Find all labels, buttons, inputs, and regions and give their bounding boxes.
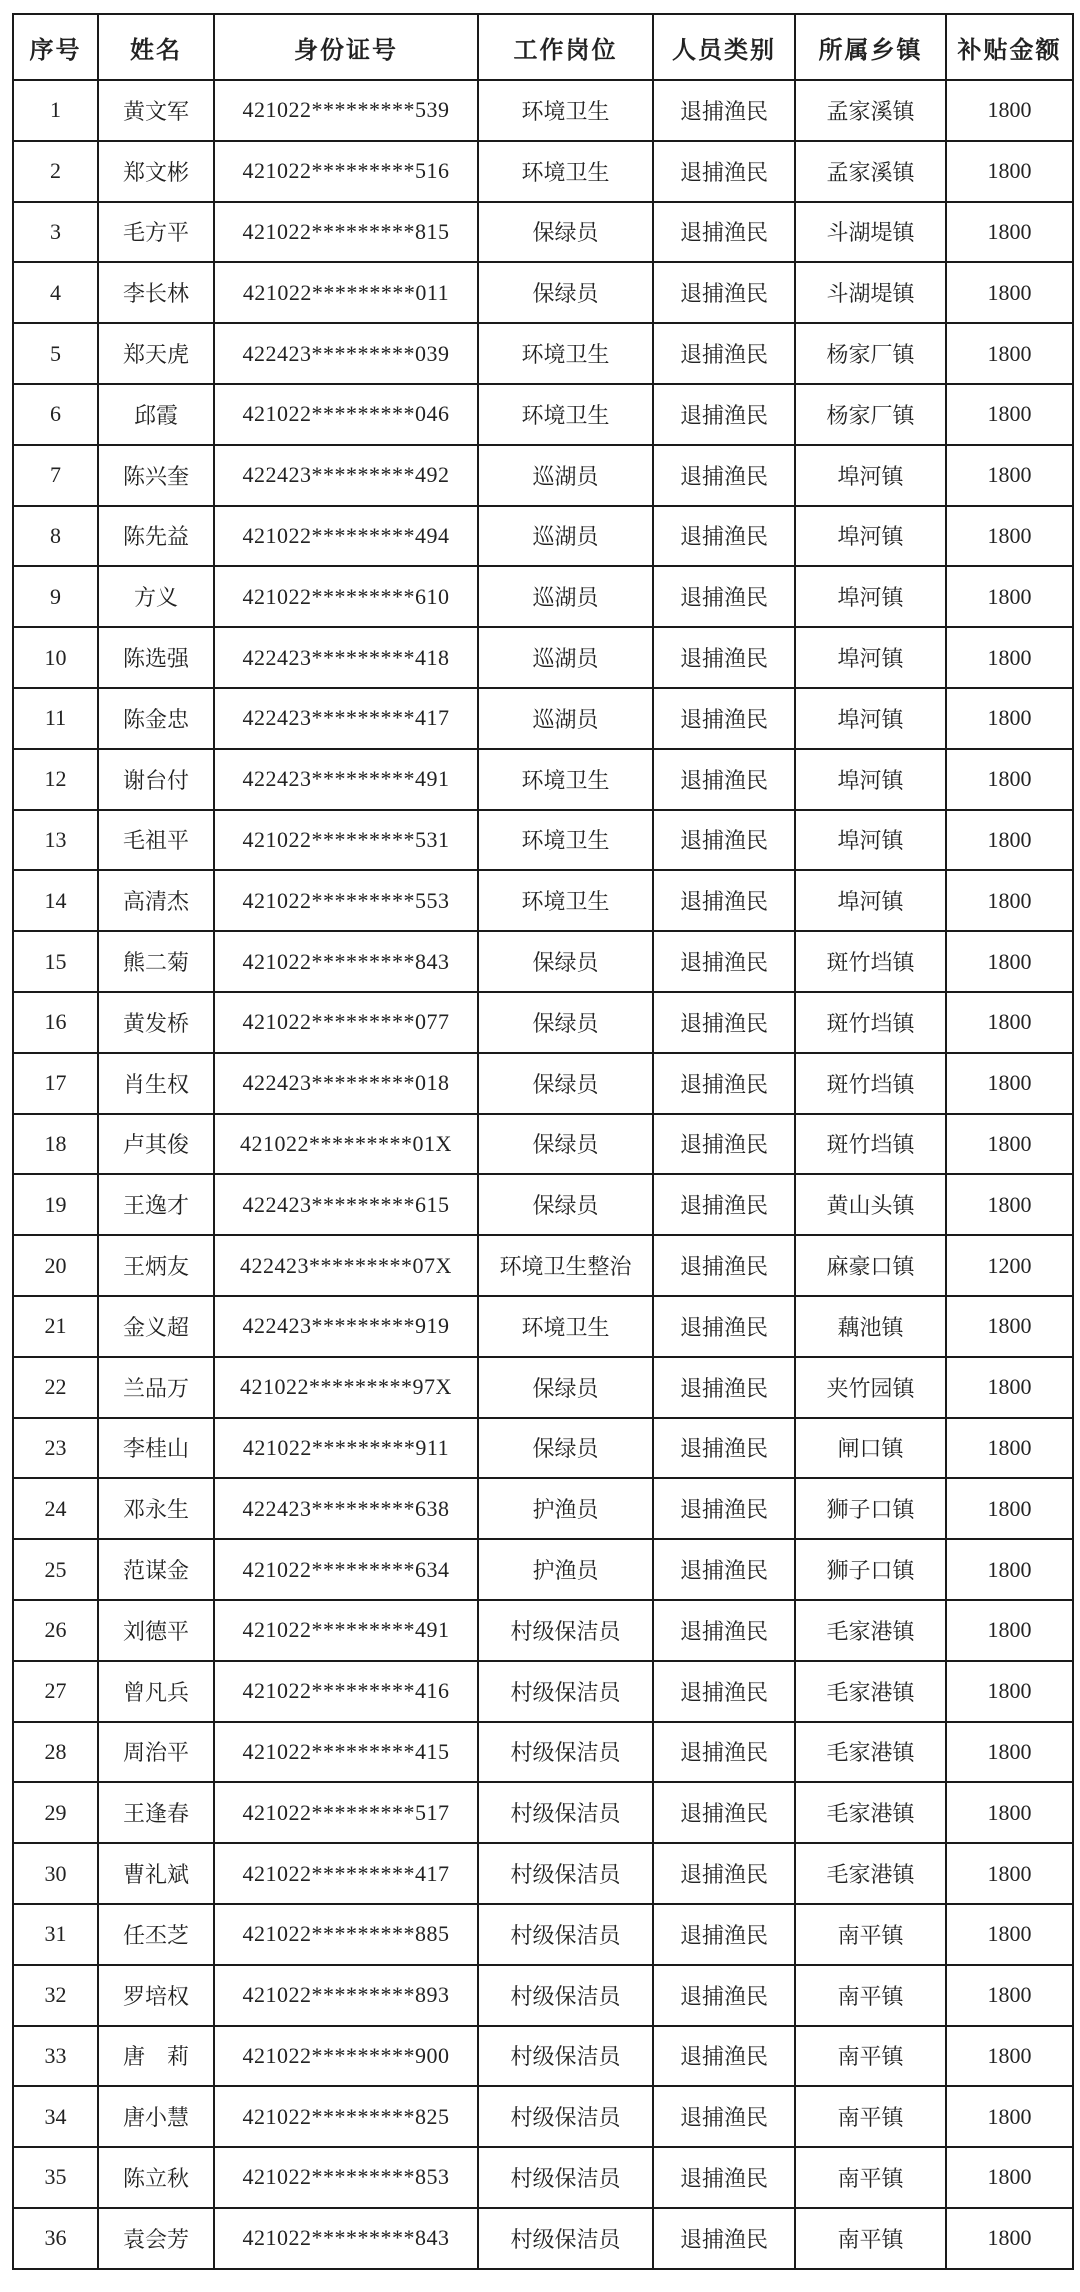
table-row — [13, 870, 1073, 931]
serial-number-cell: 27 — [13, 1661, 98, 1722]
id-number-cell: 421022*********494 — [214, 506, 478, 567]
subsidy-roster-table — [12, 13, 1074, 2270]
job-position-cell: 村级保洁员 — [478, 1661, 653, 1722]
subsidy-amount-cell: 1800 — [946, 262, 1073, 323]
id-number-cell: 422423*********07X — [214, 1235, 478, 1296]
subsidy-amount-cell: 1800 — [946, 141, 1073, 202]
township-cell: 毛家港镇 — [795, 1782, 946, 1843]
table-row — [13, 2147, 1073, 2208]
subsidy-amount-cell: 1800 — [946, 506, 1073, 567]
name-cell: 王逸才 — [98, 1174, 214, 1235]
job-position-cell: 村级保洁员 — [478, 2147, 653, 2208]
table-row — [13, 506, 1073, 567]
personnel-category-cell: 退捕渔民 — [653, 445, 795, 506]
id-number-cell: 422423*********018 — [214, 1053, 478, 1114]
table-row — [13, 384, 1073, 445]
township-cell: 埠河镇 — [795, 506, 946, 567]
job-position-cell: 保绿员 — [478, 262, 653, 323]
subsidy-amount-cell: 1800 — [946, 931, 1073, 992]
personnel-category-cell: 退捕渔民 — [653, 384, 795, 445]
name-cell: 郑天虎 — [98, 323, 214, 384]
subsidy-amount-cell: 1800 — [946, 749, 1073, 810]
serial-number-cell: 33 — [13, 2026, 98, 2087]
job-position-cell: 保绿员 — [478, 931, 653, 992]
personnel-category-cell: 退捕渔民 — [653, 1357, 795, 1418]
name-cell: 邓永生 — [98, 1478, 214, 1539]
job-position-cell: 村级保洁员 — [478, 2086, 653, 2147]
table-row — [13, 1053, 1073, 1114]
township-cell: 埠河镇 — [795, 749, 946, 810]
township-cell: 南平镇 — [795, 2086, 946, 2147]
table-row — [13, 749, 1073, 810]
id-number-cell: 421022*********893 — [214, 1965, 478, 2026]
personnel-category-cell: 退捕渔民 — [653, 627, 795, 688]
id-number-cell: 421022*********843 — [214, 2208, 478, 2269]
personnel-category-cell: 退捕渔民 — [653, 566, 795, 627]
subsidy-amount-cell: 1800 — [946, 1539, 1073, 1600]
township-cell: 埠河镇 — [795, 445, 946, 506]
job-position-cell: 保绿员 — [478, 1418, 653, 1479]
job-position-cell: 巡湖员 — [478, 627, 653, 688]
header-id-number: 身份证号 — [214, 14, 478, 80]
name-cell: 李长林 — [98, 262, 214, 323]
serial-number-cell: 30 — [13, 1843, 98, 1904]
name-cell: 陈兴奎 — [98, 445, 214, 506]
personnel-category-cell: 退捕渔民 — [653, 1418, 795, 1479]
township-cell: 南平镇 — [795, 2147, 946, 2208]
table-row — [13, 262, 1073, 323]
job-position-cell: 护渔员 — [478, 1478, 653, 1539]
name-cell: 金义超 — [98, 1296, 214, 1357]
id-number-cell: 422423*********039 — [214, 323, 478, 384]
personnel-category-cell: 退捕渔民 — [653, 1965, 795, 2026]
name-cell: 方义 — [98, 566, 214, 627]
subsidy-amount-cell: 1800 — [946, 1782, 1073, 1843]
personnel-category-cell: 退捕渔民 — [653, 141, 795, 202]
serial-number-cell: 7 — [13, 445, 98, 506]
job-position-cell: 环境卫生 — [478, 810, 653, 871]
subsidy-amount-cell: 1800 — [946, 992, 1073, 1053]
township-cell: 毛家港镇 — [795, 1722, 946, 1783]
job-position-cell: 环境卫生 — [478, 323, 653, 384]
name-cell: 熊二菊 — [98, 931, 214, 992]
serial-number-cell: 25 — [13, 1539, 98, 1600]
name-cell: 兰品万 — [98, 1357, 214, 1418]
id-number-cell: 421022*********517 — [214, 1782, 478, 1843]
name-cell: 唐 莉 — [98, 2026, 214, 2087]
serial-number-cell: 13 — [13, 810, 98, 871]
subsidy-amount-cell: 1200 — [946, 1235, 1073, 1296]
id-number-cell: 421022*********900 — [214, 2026, 478, 2087]
township-cell: 毛家港镇 — [795, 1843, 946, 1904]
table-row — [13, 1235, 1073, 1296]
personnel-category-cell: 退捕渔民 — [653, 1600, 795, 1661]
table-row — [13, 141, 1073, 202]
id-number-cell: 422423*********492 — [214, 445, 478, 506]
serial-number-cell: 22 — [13, 1357, 98, 1418]
subsidy-amount-cell: 1800 — [946, 2208, 1073, 2269]
serial-number-cell: 15 — [13, 931, 98, 992]
job-position-cell: 环境卫生 — [478, 870, 653, 931]
township-cell: 埠河镇 — [795, 688, 946, 749]
id-number-cell: 421022*********01X — [214, 1114, 478, 1175]
table-row — [13, 566, 1073, 627]
header-name: 姓名 — [98, 14, 214, 80]
name-cell: 郑文彬 — [98, 141, 214, 202]
id-number-cell: 421022*********516 — [214, 141, 478, 202]
subsidy-amount-cell: 1800 — [946, 1174, 1073, 1235]
subsidy-amount-cell: 1800 — [946, 1357, 1073, 1418]
name-cell: 邱霞 — [98, 384, 214, 445]
id-number-cell: 421022*********416 — [214, 1661, 478, 1722]
township-cell: 夹竹园镇 — [795, 1357, 946, 1418]
table-header-row — [13, 14, 1073, 80]
id-number-cell: 421022*********885 — [214, 1904, 478, 1965]
personnel-category-cell: 退捕渔民 — [653, 1296, 795, 1357]
personnel-category-cell: 退捕渔民 — [653, 992, 795, 1053]
name-cell: 范谋金 — [98, 1539, 214, 1600]
subsidy-amount-cell: 1800 — [946, 1600, 1073, 1661]
serial-number-cell: 17 — [13, 1053, 98, 1114]
name-cell: 周治平 — [98, 1722, 214, 1783]
subsidy-amount-cell: 1800 — [946, 2147, 1073, 2208]
job-position-cell: 环境卫生 — [478, 1296, 653, 1357]
header-serial-number: 序号 — [13, 14, 98, 80]
personnel-category-cell: 退捕渔民 — [653, 262, 795, 323]
header-township: 所属乡镇 — [795, 14, 946, 80]
job-position-cell: 保绿员 — [478, 1174, 653, 1235]
township-cell: 闸口镇 — [795, 1418, 946, 1479]
name-cell: 唐小慧 — [98, 2086, 214, 2147]
name-cell: 曾凡兵 — [98, 1661, 214, 1722]
personnel-category-cell: 退捕渔民 — [653, 1661, 795, 1722]
id-number-cell: 421022*********553 — [214, 870, 478, 931]
name-cell: 王逢春 — [98, 1782, 214, 1843]
table-row — [13, 992, 1073, 1053]
serial-number-cell: 3 — [13, 202, 98, 263]
name-cell: 黄发桥 — [98, 992, 214, 1053]
job-position-cell: 环境卫生 — [478, 384, 653, 445]
job-position-cell: 保绿员 — [478, 1114, 653, 1175]
name-cell: 陈金忠 — [98, 688, 214, 749]
township-cell: 狮子口镇 — [795, 1478, 946, 1539]
id-number-cell: 421022*********815 — [214, 202, 478, 263]
subsidy-amount-cell: 1800 — [946, 1722, 1073, 1783]
personnel-category-cell: 退捕渔民 — [653, 1722, 795, 1783]
township-cell: 孟家溪镇 — [795, 141, 946, 202]
table-row — [13, 1782, 1073, 1843]
township-cell: 斗湖堤镇 — [795, 262, 946, 323]
id-number-cell: 421022*********911 — [214, 1418, 478, 1479]
personnel-category-cell: 退捕渔民 — [653, 1114, 795, 1175]
id-number-cell: 421022*********539 — [214, 80, 478, 141]
serial-number-cell: 2 — [13, 141, 98, 202]
township-cell: 斑竹垱镇 — [795, 1053, 946, 1114]
serial-number-cell: 9 — [13, 566, 98, 627]
header-subsidy-amount: 补贴金额 — [946, 14, 1073, 80]
name-cell: 曹礼斌 — [98, 1843, 214, 1904]
serial-number-cell: 11 — [13, 688, 98, 749]
subsidy-amount-cell: 1800 — [946, 1296, 1073, 1357]
job-position-cell: 保绿员 — [478, 1053, 653, 1114]
serial-number-cell: 28 — [13, 1722, 98, 1783]
personnel-category-cell: 退捕渔民 — [653, 931, 795, 992]
id-number-cell: 421022*********825 — [214, 2086, 478, 2147]
job-position-cell: 保绿员 — [478, 202, 653, 263]
serial-number-cell: 26 — [13, 1600, 98, 1661]
job-position-cell: 环境卫生 — [478, 80, 653, 141]
table-row — [13, 1418, 1073, 1479]
subsidy-amount-cell: 1800 — [946, 810, 1073, 871]
name-cell: 陈先益 — [98, 506, 214, 567]
name-cell: 高清杰 — [98, 870, 214, 931]
township-cell: 埠河镇 — [795, 627, 946, 688]
township-cell: 斑竹垱镇 — [795, 1114, 946, 1175]
subsidy-amount-cell: 1800 — [946, 80, 1073, 141]
serial-number-cell: 32 — [13, 1965, 98, 2026]
table-row — [13, 202, 1073, 263]
township-cell: 狮子口镇 — [795, 1539, 946, 1600]
name-cell: 黄文军 — [98, 80, 214, 141]
id-number-cell: 421022*********531 — [214, 810, 478, 871]
serial-number-cell: 6 — [13, 384, 98, 445]
id-number-cell: 421022*********046 — [214, 384, 478, 445]
id-number-cell: 421022*********634 — [214, 1539, 478, 1600]
township-cell: 斗湖堤镇 — [795, 202, 946, 263]
serial-number-cell: 19 — [13, 1174, 98, 1235]
serial-number-cell: 4 — [13, 262, 98, 323]
job-position-cell: 巡湖员 — [478, 445, 653, 506]
name-cell: 任丕芝 — [98, 1904, 214, 1965]
table-row — [13, 1965, 1073, 2026]
id-number-cell: 421022*********077 — [214, 992, 478, 1053]
table-row — [13, 627, 1073, 688]
personnel-category-cell: 退捕渔民 — [653, 506, 795, 567]
name-cell: 谢台付 — [98, 749, 214, 810]
id-number-cell: 421022*********843 — [214, 931, 478, 992]
name-cell: 陈选强 — [98, 627, 214, 688]
table-row — [13, 2026, 1073, 2087]
name-cell: 刘德平 — [98, 1600, 214, 1661]
table-row — [13, 80, 1073, 141]
name-cell: 李桂山 — [98, 1418, 214, 1479]
serial-number-cell: 24 — [13, 1478, 98, 1539]
subsidy-amount-cell: 1800 — [946, 2026, 1073, 2087]
township-cell: 藕池镇 — [795, 1296, 946, 1357]
id-number-cell: 422423*********491 — [214, 749, 478, 810]
job-position-cell: 环境卫生 — [478, 749, 653, 810]
job-position-cell: 环境卫生 — [478, 141, 653, 202]
personnel-category-cell: 退捕渔民 — [653, 1782, 795, 1843]
job-position-cell: 村级保洁员 — [478, 1722, 653, 1783]
table-row — [13, 1600, 1073, 1661]
subsidy-amount-cell: 1800 — [946, 1418, 1073, 1479]
personnel-category-cell: 退捕渔民 — [653, 749, 795, 810]
table-row — [13, 1114, 1073, 1175]
personnel-category-cell: 退捕渔民 — [653, 1053, 795, 1114]
subsidy-amount-cell: 1800 — [946, 1843, 1073, 1904]
job-position-cell: 村级保洁员 — [478, 1904, 653, 1965]
name-cell: 王炳友 — [98, 1235, 214, 1296]
township-cell: 毛家港镇 — [795, 1600, 946, 1661]
serial-number-cell: 21 — [13, 1296, 98, 1357]
id-number-cell: 422423*********615 — [214, 1174, 478, 1235]
name-cell: 罗培权 — [98, 1965, 214, 2026]
subsidy-amount-cell: 1800 — [946, 202, 1073, 263]
job-position-cell: 巡湖员 — [478, 566, 653, 627]
township-cell: 南平镇 — [795, 1904, 946, 1965]
table-row — [13, 1174, 1073, 1235]
job-position-cell: 村级保洁员 — [478, 1843, 653, 1904]
table-row — [13, 1843, 1073, 1904]
table-row — [13, 1904, 1073, 1965]
township-cell: 南平镇 — [795, 1965, 946, 2026]
subsidy-amount-cell: 1800 — [946, 1114, 1073, 1175]
job-position-cell: 护渔员 — [478, 1539, 653, 1600]
table-row — [13, 688, 1073, 749]
personnel-category-cell: 退捕渔民 — [653, 1235, 795, 1296]
id-number-cell: 421022*********417 — [214, 1843, 478, 1904]
table-row — [13, 1357, 1073, 1418]
subsidy-amount-cell: 1800 — [946, 2086, 1073, 2147]
township-cell: 埠河镇 — [795, 566, 946, 627]
job-position-cell: 村级保洁员 — [478, 1782, 653, 1843]
serial-number-cell: 1 — [13, 80, 98, 141]
table-row — [13, 931, 1073, 992]
personnel-category-cell: 退捕渔民 — [653, 1539, 795, 1600]
personnel-category-cell: 退捕渔民 — [653, 2086, 795, 2147]
header-personnel-category: 人员类别 — [653, 14, 795, 80]
subsidy-amount-cell: 1800 — [946, 384, 1073, 445]
township-cell: 埠河镇 — [795, 810, 946, 871]
serial-number-cell: 12 — [13, 749, 98, 810]
subsidy-amount-cell: 1800 — [946, 445, 1073, 506]
subsidy-amount-cell: 1800 — [946, 1904, 1073, 1965]
township-cell: 杨家厂镇 — [795, 323, 946, 384]
name-cell: 陈立秋 — [98, 2147, 214, 2208]
township-cell: 南平镇 — [795, 2026, 946, 2087]
township-cell: 麻豪口镇 — [795, 1235, 946, 1296]
personnel-category-cell: 退捕渔民 — [653, 1478, 795, 1539]
table-row — [13, 2086, 1073, 2147]
name-cell: 袁会芳 — [98, 2208, 214, 2269]
job-position-cell: 保绿员 — [478, 1357, 653, 1418]
serial-number-cell: 14 — [13, 870, 98, 931]
table-row — [13, 445, 1073, 506]
name-cell: 毛方平 — [98, 202, 214, 263]
serial-number-cell: 31 — [13, 1904, 98, 1965]
subsidy-amount-cell: 1800 — [946, 688, 1073, 749]
township-cell: 孟家溪镇 — [795, 80, 946, 141]
township-cell: 南平镇 — [795, 2208, 946, 2269]
table-row — [13, 810, 1073, 871]
serial-number-cell: 23 — [13, 1418, 98, 1479]
personnel-category-cell: 退捕渔民 — [653, 2026, 795, 2087]
personnel-category-cell: 退捕渔民 — [653, 2208, 795, 2269]
subsidy-amount-cell: 1800 — [946, 1053, 1073, 1114]
name-cell: 毛祖平 — [98, 810, 214, 871]
id-number-cell: 422423*********638 — [214, 1478, 478, 1539]
job-position-cell: 村级保洁员 — [478, 1600, 653, 1661]
township-cell: 毛家港镇 — [795, 1661, 946, 1722]
township-cell: 杨家厂镇 — [795, 384, 946, 445]
id-number-cell: 422423*********418 — [214, 627, 478, 688]
serial-number-cell: 16 — [13, 992, 98, 1053]
table-row — [13, 1296, 1073, 1357]
serial-number-cell: 8 — [13, 506, 98, 567]
personnel-category-cell: 退捕渔民 — [653, 80, 795, 141]
serial-number-cell: 18 — [13, 1114, 98, 1175]
header-job-position: 工作岗位 — [478, 14, 653, 80]
job-position-cell: 保绿员 — [478, 992, 653, 1053]
id-number-cell: 421022*********415 — [214, 1722, 478, 1783]
table-row — [13, 1539, 1073, 1600]
township-cell: 斑竹垱镇 — [795, 992, 946, 1053]
township-cell: 斑竹垱镇 — [795, 931, 946, 992]
serial-number-cell: 29 — [13, 1782, 98, 1843]
township-cell: 黄山头镇 — [795, 1174, 946, 1235]
personnel-category-cell: 退捕渔民 — [653, 2147, 795, 2208]
subsidy-amount-cell: 1800 — [946, 1965, 1073, 2026]
subsidy-amount-cell: 1800 — [946, 1478, 1073, 1539]
id-number-cell: 421022*********011 — [214, 262, 478, 323]
table-row — [13, 1722, 1073, 1783]
job-position-cell: 巡湖员 — [478, 688, 653, 749]
personnel-category-cell: 退捕渔民 — [653, 1174, 795, 1235]
table-row — [13, 1478, 1073, 1539]
id-number-cell: 421022*********491 — [214, 1600, 478, 1661]
name-cell: 卢其俊 — [98, 1114, 214, 1175]
name-cell: 肖生权 — [98, 1053, 214, 1114]
township-cell: 埠河镇 — [795, 870, 946, 931]
subsidy-amount-cell: 1800 — [946, 566, 1073, 627]
personnel-category-cell: 退捕渔民 — [653, 1904, 795, 1965]
serial-number-cell: 35 — [13, 2147, 98, 2208]
job-position-cell: 村级保洁员 — [478, 1965, 653, 2026]
subsidy-amount-cell: 1800 — [946, 1661, 1073, 1722]
job-position-cell: 巡湖员 — [478, 506, 653, 567]
personnel-category-cell: 退捕渔民 — [653, 1843, 795, 1904]
serial-number-cell: 5 — [13, 323, 98, 384]
personnel-category-cell: 退捕渔民 — [653, 688, 795, 749]
serial-number-cell: 20 — [13, 1235, 98, 1296]
job-position-cell: 村级保洁员 — [478, 2208, 653, 2269]
serial-number-cell: 36 — [13, 2208, 98, 2269]
table-row — [13, 2208, 1073, 2269]
serial-number-cell: 10 — [13, 627, 98, 688]
id-number-cell: 421022*********853 — [214, 2147, 478, 2208]
subsidy-amount-cell: 1800 — [946, 870, 1073, 931]
personnel-category-cell: 退捕渔民 — [653, 202, 795, 263]
personnel-category-cell: 退捕渔民 — [653, 323, 795, 384]
id-number-cell: 422423*********417 — [214, 688, 478, 749]
personnel-category-cell: 退捕渔民 — [653, 810, 795, 871]
id-number-cell: 422423*********919 — [214, 1296, 478, 1357]
serial-number-cell: 34 — [13, 2086, 98, 2147]
subsidy-amount-cell: 1800 — [946, 323, 1073, 384]
subsidy-amount-cell: 1800 — [946, 627, 1073, 688]
table-row — [13, 323, 1073, 384]
job-position-cell: 村级保洁员 — [478, 2026, 653, 2087]
id-number-cell: 421022*********610 — [214, 566, 478, 627]
personnel-category-cell: 退捕渔民 — [653, 870, 795, 931]
job-position-cell: 环境卫生整治 — [478, 1235, 653, 1296]
id-number-cell: 421022*********97X — [214, 1357, 478, 1418]
table-row — [13, 1661, 1073, 1722]
